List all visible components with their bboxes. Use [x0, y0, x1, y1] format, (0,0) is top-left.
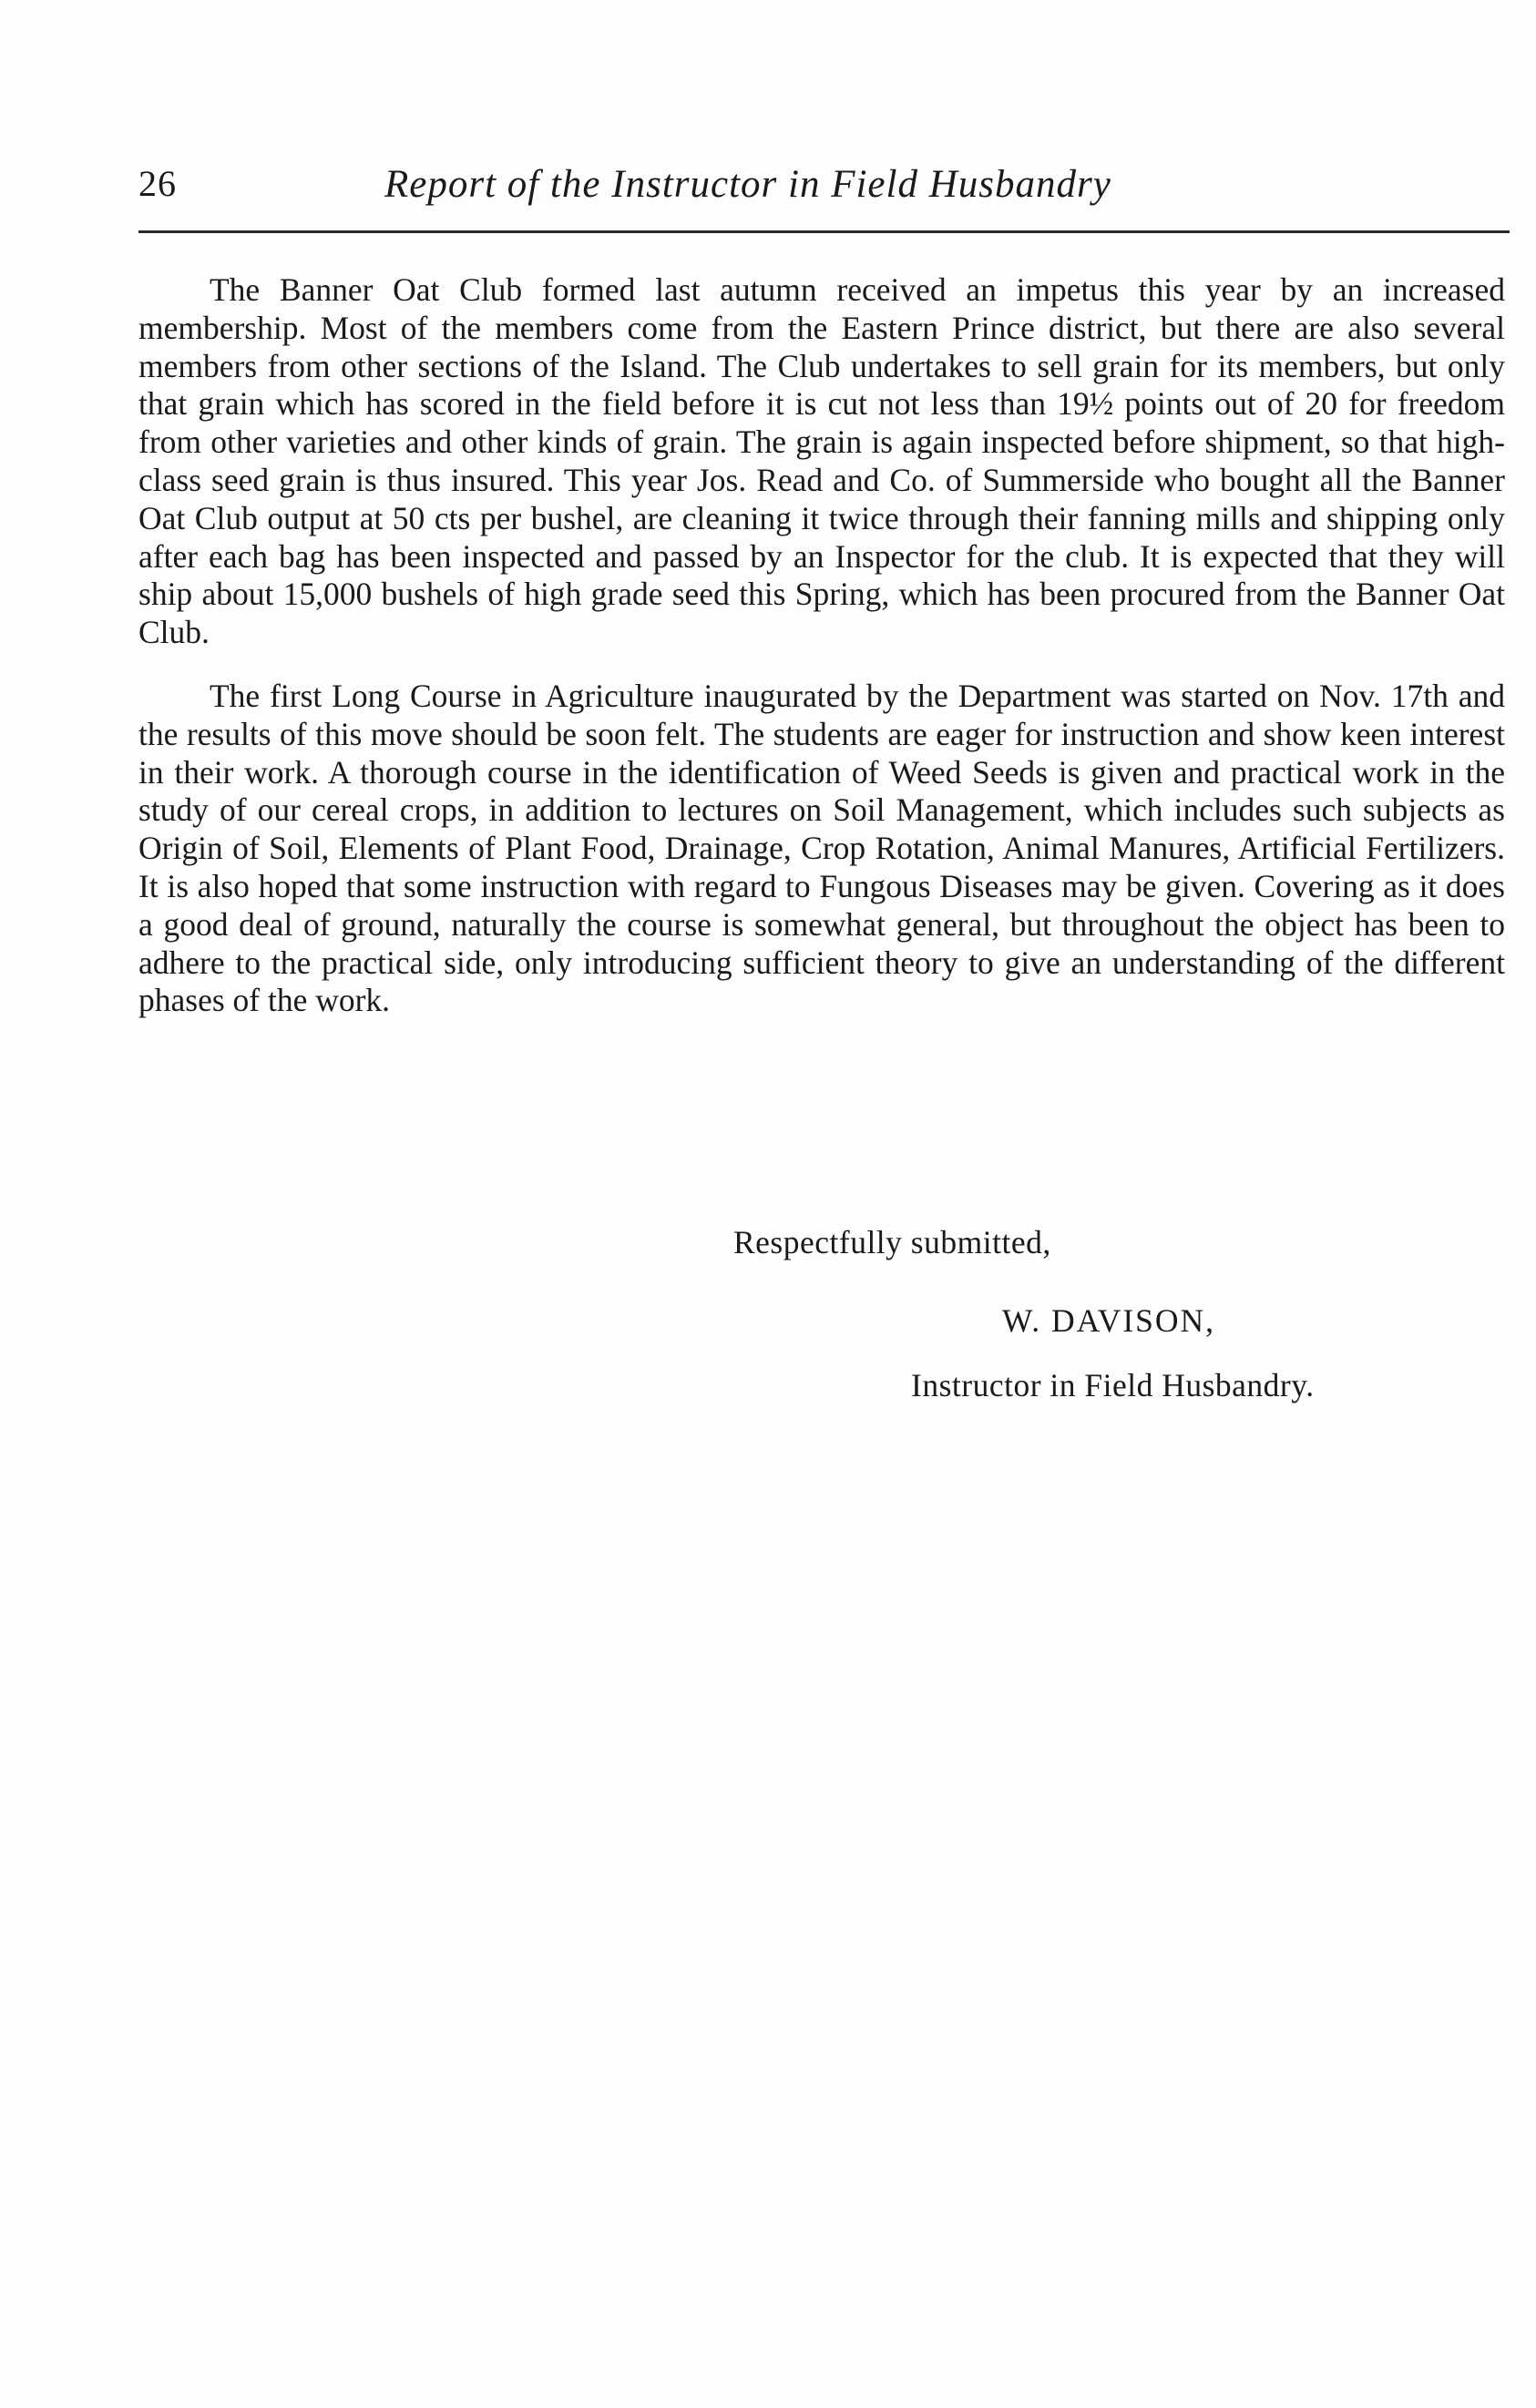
signature-title: Instructor in Field Husbandry.: [911, 1367, 1315, 1403]
body-text: [138, 271, 1505, 1020]
running-head: [138, 153, 1510, 217]
running-title: Report of the Instructor in Field Husbandry: [384, 163, 1111, 206]
header-rule: [138, 230, 1510, 233]
paragraph-long-course: The first Long Course in Agriculture inaugurated by the Department was started on Nov. 17th and the results of this move should be soon felt. The students are eager for instruction and show keen interest in their work. A thorough course in the identification of Weed Seeds is given and practical work in the study of our cereal crops, in addition to lectures on Soil Management, which includes such subjects as Origin of Soil, Elements of Plant Food, Drainage, Crop Rotation, Animal Manures, Artificial Fertilizers. It is also hoped that some instruction with regard to Fungous Diseases may be given. Covering as it does a good deal of ground, naturally the course is somewhat general, but throughout the object has been to adhere to the practical side, only introducing sufficient theory to give an understanding of the different phases of the work.: [138, 677, 1505, 1019]
page-number: 26: [138, 163, 177, 204]
complimentary-close: Respectfully submitted,: [733, 1224, 1051, 1260]
paragraph-banner-oat-club: The Banner Oat Club formed last autumn received an impetus this year by an increased membership. Most of the members come from the Eastern Prince district, but there are also several members from other sections of the Island. The Club undertakes to sell grain for its members, but only that grain which has scored in the field before it is cut not less than 19½ points out of 20 for freedom from other varieties and other kinds of grain. The grain is again inspected before shipment, so that high-class seed grain is thus insured. This year Jos. Read and Co. of Summerside who bought all the Banner Oat Club output at 50 cts per bushel, are cleaning it twice through their fanning mills and shipping only after each bag has been inspected and passed by an Inspector for the club. It is expected that they will ship about 15,000 bushels of high grade seed this Spring, which has been procured from the Banner Oat Club.: [138, 271, 1505, 651]
signature-name: W. DAVISON,: [1002, 1302, 1216, 1339]
